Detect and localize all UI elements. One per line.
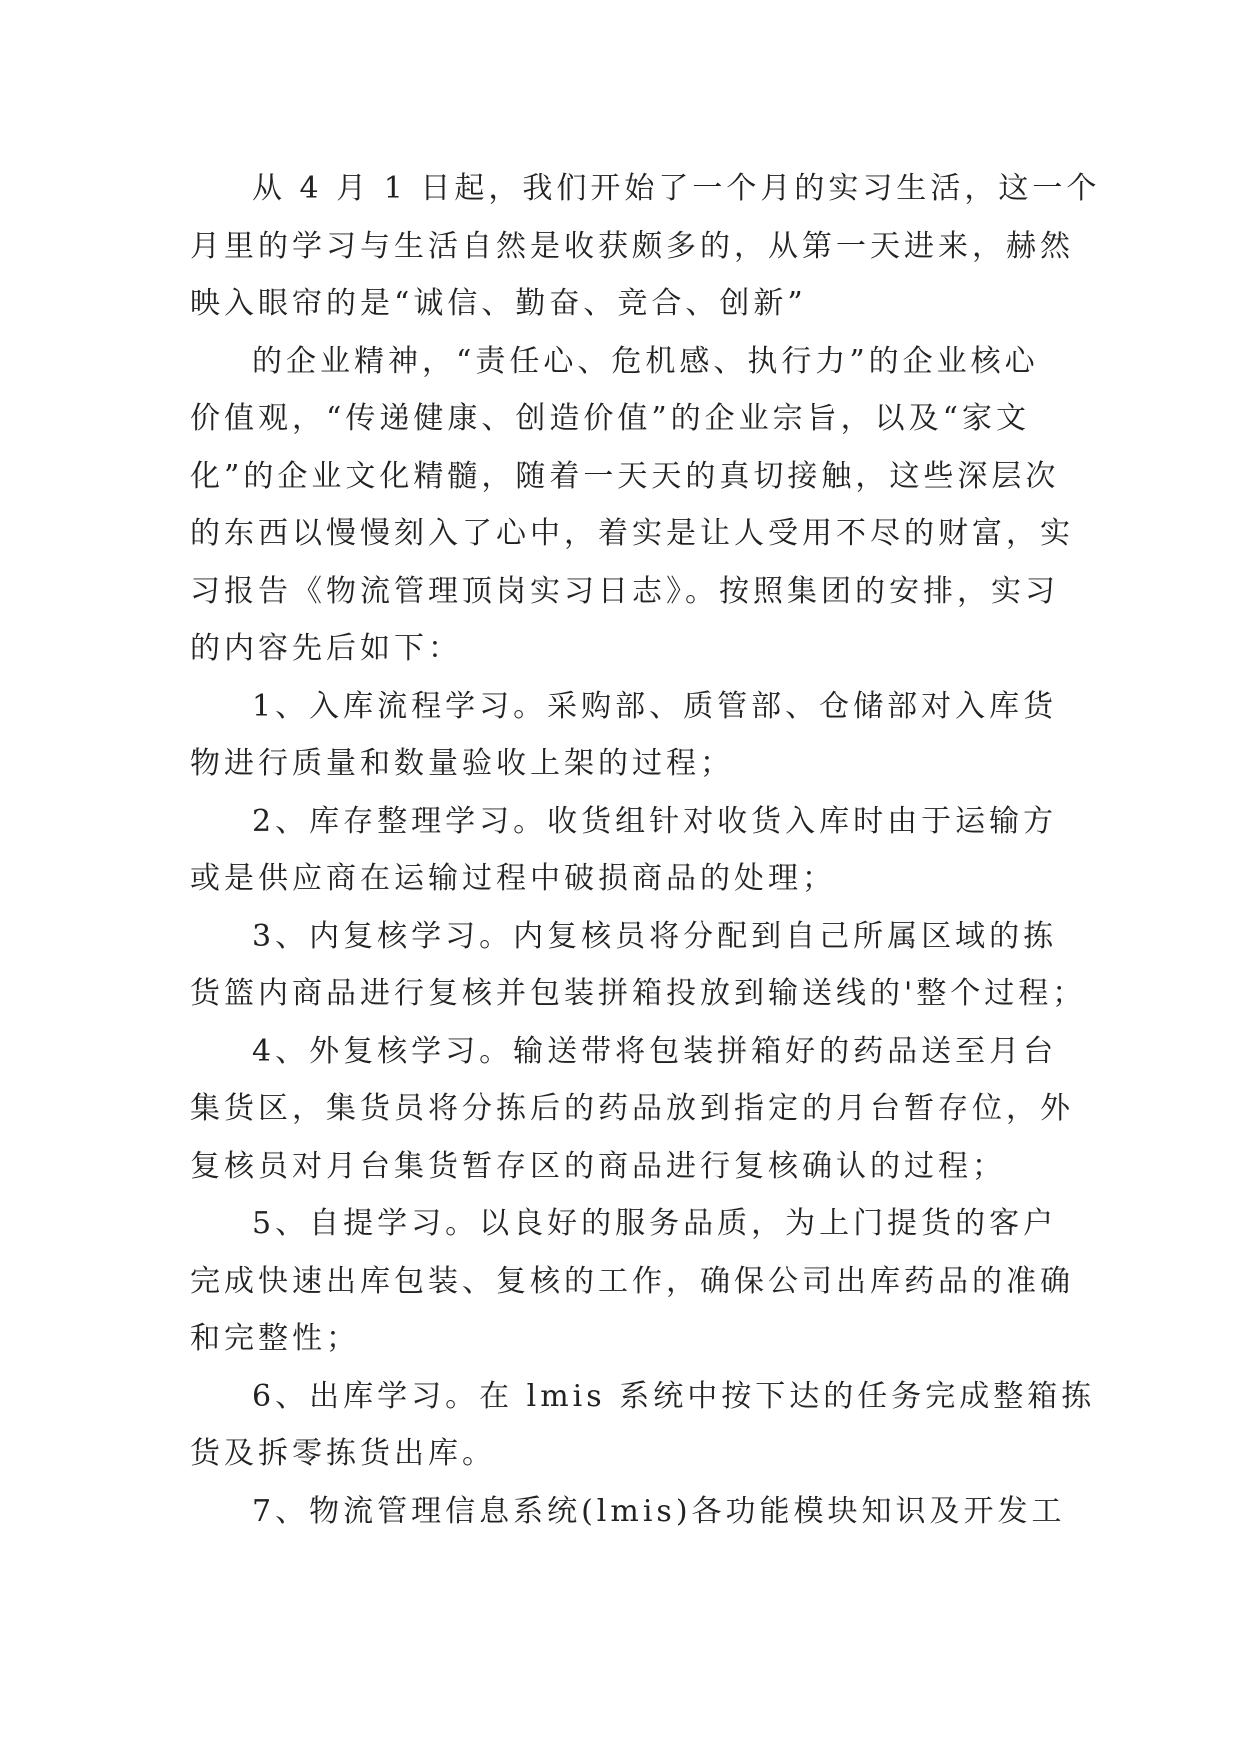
text-line: 2、库存整理学习。收货组针对收货入库时由于运输方 [252,803,1058,839]
paragraph [190,1023,1074,1196]
text-line: 映入眼帘的是“诚信、勤奋、竞合、创新” [190,286,807,321]
paragraph [190,160,1101,333]
document-body [190,160,1101,1540]
text-line: 货篮内商品进行复核并包装拼箱投放到输送线的'整个过程； [190,976,1087,1011]
text-line: 从 4 月 1 日起，我们开始了一个月的实习生活，这一个 [252,171,1101,206]
paragraph [190,333,1074,678]
text-line: 5、自提学习。以良好的服务品质，为上门提货的客户 [252,1206,1058,1241]
text-line: 或是供应商在运输过程中破损商品的处理； [190,861,836,896]
text-line: 的企业精神，“责任心、危机感、执行力”的企业核心 [252,343,1039,379]
paragraph [190,908,1087,1023]
text-line: 的内容先后如下： [190,631,462,666]
text-line: 7、物流管理信息系统(lmis)各功能模块知识及开发工 [252,1493,1066,1529]
text-line: 货及拆零拣货出库。 [190,1436,496,1471]
text-line: 集货区，集货员将分拣后的药品放到指定的月台暂存位，外 [190,1091,1074,1126]
text-line: 化”的企业文化精髓，随着一天天的真切接触，这些深层次 [190,458,1060,494]
text-line: 价值观，“传递健康、创造价值”的企业宗旨，以及“家文 [190,401,1031,436]
text-line: 完成快速出库包装、复核的工作，确保公司出库药品的准确 [190,1263,1074,1299]
text-line: 和完整性； [190,1321,360,1356]
paragraph [190,1368,1096,1483]
text-line: 月里的学习与生活自然是收获颇多的，从第一天进来，赫然 [190,228,1074,264]
text-line: 3、内复核学习。内复核员将分配到自己所属区域的拣 [252,918,1058,954]
text-line: 1、入库流程学习。采购部、质管部、仓储部对入库货 [252,688,1058,724]
text-line: 4、外复核学习。输送带将包装拼箱好的药品送至月台 [252,1033,1058,1069]
paragraph [190,1483,1066,1541]
text-line: 复核员对月台集货暂存区的商品进行复核确认的过程； [190,1148,1006,1184]
paragraph [190,678,1058,793]
text-line: 物进行质量和数量验收上架的过程； [190,746,734,781]
text-line: 的东西以慢慢刻入了心中，着实是让人受用不尽的财富，实 [190,516,1074,551]
paragraph [190,793,1058,908]
text-line: 习报告《物流管理顶岗实习日志》。按照集团的安排，实习 [190,573,1059,609]
text-line: 6、出库学习。在 lmis 系统中按下达的任务完成整箱拣 [252,1378,1096,1414]
paragraph [190,1195,1074,1368]
